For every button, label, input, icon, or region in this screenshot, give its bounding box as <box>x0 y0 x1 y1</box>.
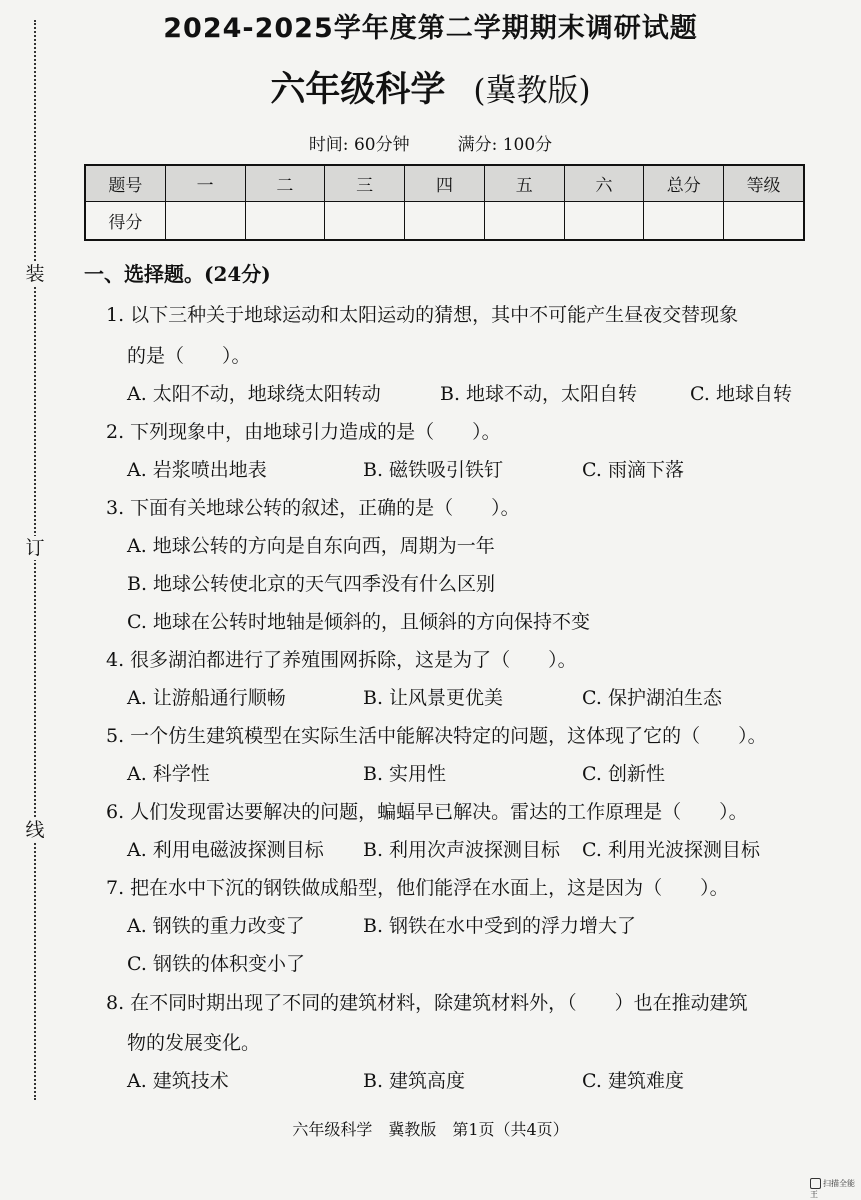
subject-name: 六年级科学 <box>270 69 446 110</box>
score-header-cell: 六 <box>564 165 644 202</box>
score-header-cell: 一 <box>165 165 245 202</box>
page-footer: 六年级科学 冀教版 第1页（共4页） <box>292 1120 569 1139</box>
score-blank-cell <box>564 202 644 241</box>
question-1-line-2: 的是（ ）。 <box>127 345 251 367</box>
question-5-option-c: C. 创新性 <box>582 763 665 785</box>
question-8-option-a: A. 建筑技术 <box>127 1070 229 1092</box>
question-6-line-1: 6. 人们发现雷达要解决的问题，蝙蝠早已解决。雷达的工作原理是（ ）。 <box>106 801 748 823</box>
full-score: 满分: 100分 <box>457 135 553 155</box>
question-2-option-b: B. 磁铁吸引铁钉 <box>363 459 504 481</box>
question-4-option-a: A. 让游船通行顺畅 <box>127 687 286 709</box>
question-5-option-b: B. 实用性 <box>363 763 447 785</box>
binding-char-ding: 订 <box>25 537 45 559</box>
question-2-line-1: 2. 下列现象中，由地球引力造成的是（ ）。 <box>106 421 501 443</box>
question-7-line-1: 7. 把在水中下沉的钢铁做成船型，他们能浮在水面上，这是因为（ ）。 <box>106 877 729 899</box>
binding-dotted-line <box>34 20 36 1100</box>
scanner-logo-icon <box>810 1178 821 1189</box>
time-limit: 时间: 60分钟 <box>308 135 410 155</box>
score-blank-cell <box>484 202 564 241</box>
score-header-cell: 三 <box>325 165 405 202</box>
question-3-line-1: 3. 下面有关地球公转的叙述，正确的是（ ）。 <box>106 497 520 519</box>
exam-meta <box>0 130 861 155</box>
question-8-option-c: C. 建筑难度 <box>582 1070 684 1092</box>
score-table <box>84 164 805 241</box>
scanner-watermark <box>810 1178 861 1200</box>
score-header-cell: 题号 <box>85 165 165 202</box>
score-blank-cell <box>165 202 245 241</box>
question-5-option-a: A. 科学性 <box>127 763 210 785</box>
question-1-option-c: C. 地球自转 <box>690 383 792 405</box>
question-1-option-a: A. 太阳不动，地球绕太阳转动 <box>127 383 381 405</box>
question-3-option-c: C. 地球在公转时地轴是倾斜的，且倾斜的方向保持不变 <box>127 611 590 633</box>
question-8-line-2: 物的发展变化。 <box>127 1032 261 1054</box>
question-8-option-b: B. 建筑高度 <box>363 1070 466 1092</box>
question-7-option-b: B. 钢铁在水中受到的浮力增大了 <box>363 915 637 937</box>
score-header-cell: 等级 <box>724 165 804 202</box>
score-blank-cell <box>245 202 325 241</box>
binding-char-xian: 线 <box>25 819 45 841</box>
exam-subtitle <box>0 62 861 112</box>
question-5-line-1: 5. 一个仿生建筑模型在实际生活中能解决特定的问题，这体现了它的（ ）。 <box>106 725 767 747</box>
question-6-option-a: A. 利用电磁波探测目标 <box>127 839 324 861</box>
question-2-option-a: A. 岩浆喷出地表 <box>127 459 267 481</box>
score-blank-cell <box>644 202 724 241</box>
question-4-option-b: B. 让风景更优美 <box>363 687 504 709</box>
score-header-cell: 四 <box>405 165 485 202</box>
score-table-score-row <box>85 202 804 241</box>
score-table-header-row <box>85 165 804 202</box>
exam-title: 2024-2025学年度第二学期期末调研试题 <box>163 13 698 44</box>
binding-char-zhuang: 装 <box>25 263 45 285</box>
question-7-option-c: C. 钢铁的体积变小了 <box>127 953 305 975</box>
score-header-cell: 二 <box>245 165 325 202</box>
question-7-option-a: A. 钢铁的重力改变了 <box>127 915 305 937</box>
question-6-option-c: C. 利用光波探测目标 <box>582 839 760 861</box>
score-blank-cell <box>724 202 804 241</box>
question-1-line-1: 1. 以下三种关于地球运动和太阳运动的猜想，其中不可能产生昼夜交替现象 <box>106 304 739 326</box>
question-6-option-b: B. 利用次声波探测目标 <box>363 839 561 861</box>
score-row-label: 得分 <box>85 202 165 241</box>
question-3-option-a: A. 地球公转的方向是自东向西，周期为一年 <box>127 535 495 557</box>
question-1-option-b: B. 地球不动，太阳自转 <box>440 383 638 405</box>
score-header-cell: 总分 <box>644 165 724 202</box>
edition-label: (冀教版) <box>473 73 591 109</box>
question-8-line-1: 8. 在不同时期出现了不同的建筑材料，除建筑材料外，（ ）也在推动建筑 <box>106 992 748 1014</box>
score-blank-cell <box>405 202 485 241</box>
question-4-option-c: C. 保护湖泊生态 <box>582 687 722 709</box>
section-heading: 一、选择题。(24分) <box>84 262 271 286</box>
score-header-cell: 五 <box>484 165 564 202</box>
scanner-watermark-text: 扫描全能王 <box>810 1179 855 1199</box>
question-4-line-1: 4. 很多湖泊都进行了养殖围网拆除，这是为了（ ）。 <box>106 649 577 671</box>
score-blank-cell <box>325 202 405 241</box>
question-3-option-b: B. 地球公转使北京的天气四季没有什么区别 <box>127 573 496 595</box>
question-2-option-c: C. 雨滴下落 <box>582 459 684 481</box>
